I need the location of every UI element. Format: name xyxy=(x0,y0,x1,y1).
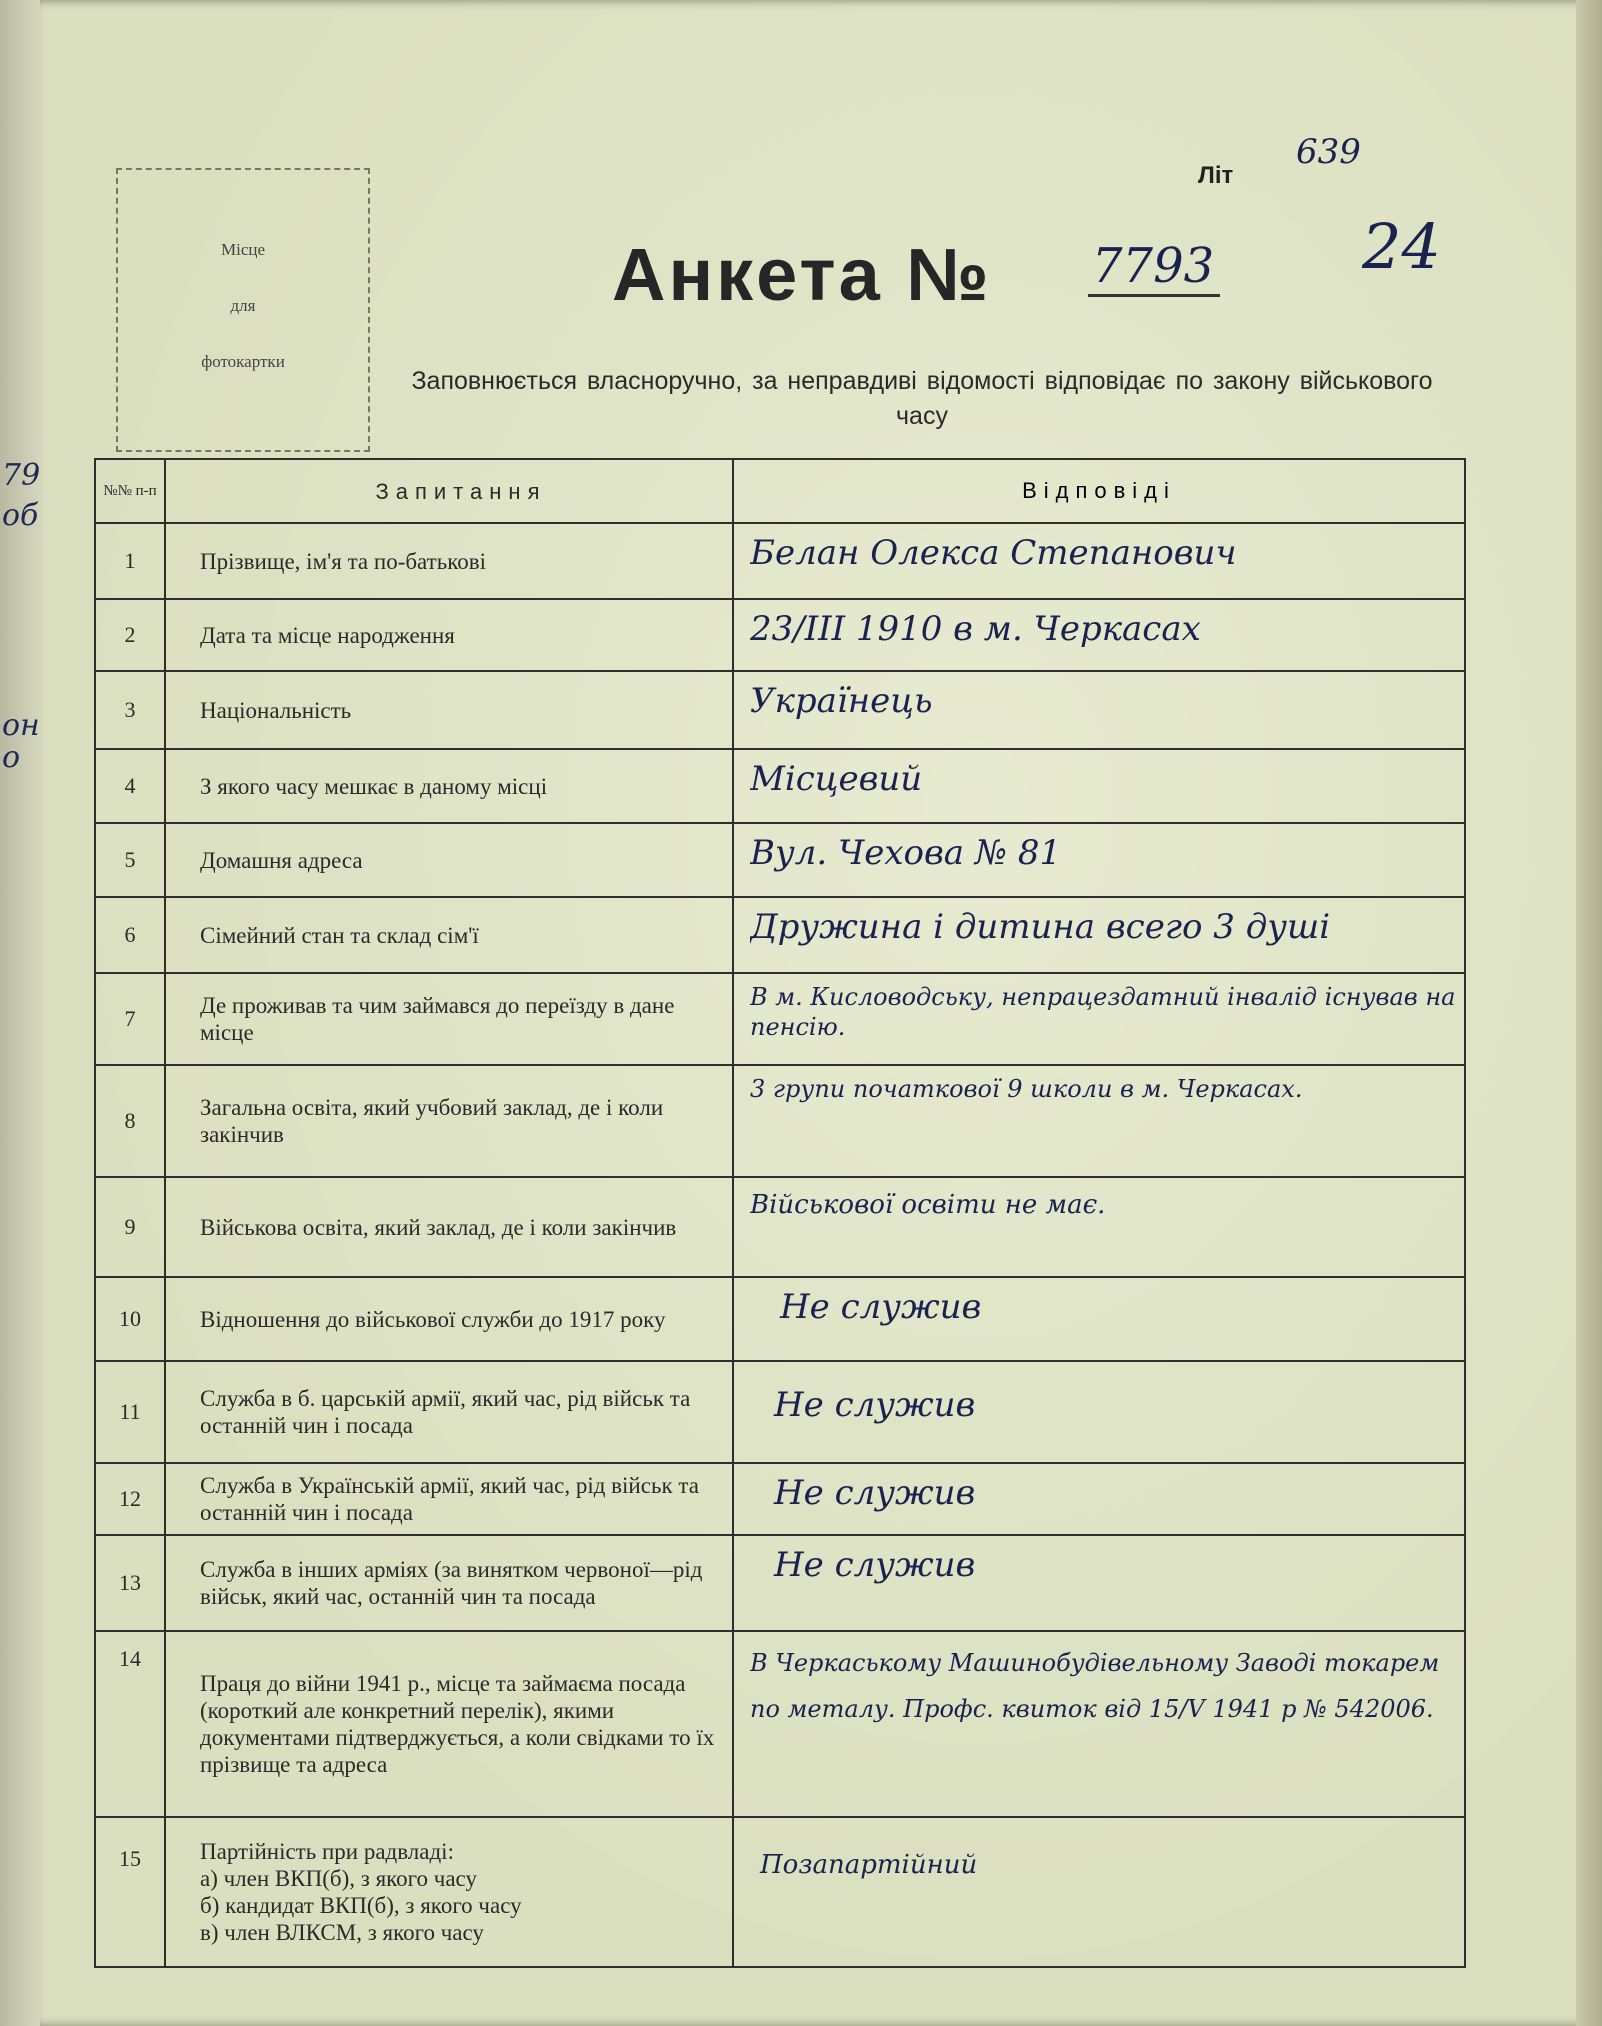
answer-text: Не служив xyxy=(774,1545,976,1585)
margin-mark: об xyxy=(2,498,39,533)
margin-mark: 79 xyxy=(2,458,41,493)
row-number: 2 xyxy=(95,599,165,671)
questionnaire-table xyxy=(94,458,1466,1968)
row-question: Відношення до військової служби до 1917 року xyxy=(165,1277,733,1361)
answer-text: Белан Олекса Степанович xyxy=(750,533,1237,573)
margin-mark: он xyxy=(2,708,40,743)
row-answer xyxy=(733,1065,1465,1177)
table-row xyxy=(95,1631,1465,1817)
row-answer xyxy=(733,1817,1465,1967)
form-instruction: Заповнюється власноручно, за неправдиві відомості відповідає по закону військового часу xyxy=(411,367,1433,430)
page-edge xyxy=(1576,0,1602,2026)
row-question: Загальна освіта, який учбовий заклад, де і коли закінчив xyxy=(165,1065,733,1177)
row-question: Військова освіта, який заклад, де і коли закінчив xyxy=(165,1177,733,1277)
row-number: 12 xyxy=(95,1463,165,1535)
header-number: №№ п-п xyxy=(95,459,165,523)
lit-label: Літ xyxy=(1198,162,1234,189)
lit-number: 639 xyxy=(1296,132,1361,172)
row-number: 3 xyxy=(95,671,165,749)
table-row xyxy=(95,973,1465,1065)
answer-text: Позапартійний xyxy=(760,1850,978,1880)
row-number: 4 xyxy=(95,749,165,823)
row-number: 7 xyxy=(95,973,165,1065)
table-row xyxy=(95,1065,1465,1177)
row-number: 1 xyxy=(95,523,165,599)
row-answer xyxy=(733,1631,1465,1817)
photo-label: фотокартки xyxy=(201,352,285,371)
answer-text: Дружина і дитина всего 3 душі xyxy=(750,907,1331,947)
page-title: Анкета № xyxy=(612,233,992,316)
photo-placeholder xyxy=(116,168,370,452)
row-answer xyxy=(733,1463,1465,1535)
row-question: Служба в Українській армії, який час, рід військ та останній чин і посада xyxy=(165,1463,733,1535)
answer-text: 3 групи початкової 9 школи в м. Черкасах. xyxy=(750,1075,1303,1103)
answer-text: Вул. Чехова № 81 xyxy=(750,833,1062,873)
answer-text: В Черкаському Машинобудівельному Заводі токарем по металу. Профс. квиток від 15/V 1941 р № 542006. xyxy=(750,1649,1440,1723)
table-row xyxy=(95,1817,1465,1967)
table-row xyxy=(95,1177,1465,1277)
table-header-row xyxy=(95,459,1465,523)
row-question: Дата та місце народження xyxy=(165,599,733,671)
photo-label: Місце xyxy=(220,240,266,259)
margin-mark: о xyxy=(2,740,21,775)
answer-text: Не служив xyxy=(774,1385,976,1425)
row-question: Де проживав та чим займався до переїзду в дане місце xyxy=(165,973,733,1065)
row-number: 13 xyxy=(95,1535,165,1631)
table-row xyxy=(95,749,1465,823)
row-answer xyxy=(733,671,1465,749)
row-answer xyxy=(733,749,1465,823)
row-question: Праця до війни 1941 р., місце та займаєма посада (короткий але конкретний перелік), якими документами підтверджується, а коли свідками то їх прізвище та адреса xyxy=(165,1631,733,1817)
row-answer xyxy=(733,523,1465,599)
row-question: Національність xyxy=(165,671,733,749)
table-row xyxy=(95,671,1465,749)
table-row xyxy=(95,823,1465,897)
answer-text: Не служив xyxy=(780,1287,982,1327)
answer-text: Не служив xyxy=(774,1473,976,1513)
row-question: Партійність при радвладі: а) член ВКП(б), з якого часу б) кандидат ВКП(б), з якого часу в) член ВЛКСМ, з якого часу xyxy=(165,1817,733,1967)
corner-number: 24 xyxy=(1362,210,1441,283)
row-number: 14 xyxy=(95,1631,165,1817)
row-answer xyxy=(733,1361,1465,1463)
header-answer: Відповіді xyxy=(733,459,1465,523)
row-question: Служба в інших арміях (за винятком червоної—рід військ, який час, останній чин та посада xyxy=(165,1535,733,1631)
row-number: 11 xyxy=(95,1361,165,1463)
answer-text: 23/III 1910 в м. Черкасах xyxy=(750,609,1201,649)
row-answer xyxy=(733,823,1465,897)
form-number: 7793 xyxy=(1088,238,1220,297)
table-row xyxy=(95,1535,1465,1631)
row-question: З якого часу мешкає в даному місці xyxy=(165,749,733,823)
header-question: Запитання xyxy=(165,459,733,523)
row-number: 8 xyxy=(95,1065,165,1177)
row-answer xyxy=(733,1535,1465,1631)
answer-text: В м. Кисловодську, непрацездатний інвалід існував на пенсію. xyxy=(750,983,1456,1041)
row-answer xyxy=(733,599,1465,671)
table-row xyxy=(95,523,1465,599)
row-number: 5 xyxy=(95,823,165,897)
photo-label: для xyxy=(230,296,256,315)
row-number: 10 xyxy=(95,1277,165,1361)
row-question: Прізвище, ім'я та по-батькові xyxy=(165,523,733,599)
row-answer xyxy=(733,897,1465,973)
table-row xyxy=(95,1277,1465,1361)
row-answer xyxy=(733,973,1465,1065)
row-number: 6 xyxy=(95,897,165,973)
row-number: 9 xyxy=(95,1177,165,1277)
table-row xyxy=(95,599,1465,671)
row-question: Сімейний стан та склад сім'ї xyxy=(165,897,733,973)
row-question: Домашня адреса xyxy=(165,823,733,897)
answer-text: Місцевий xyxy=(750,759,923,799)
row-answer xyxy=(733,1177,1465,1277)
answer-text: Українець xyxy=(750,681,933,721)
row-number: 15 xyxy=(95,1817,165,1967)
table-row xyxy=(95,897,1465,973)
row-answer xyxy=(733,1277,1465,1361)
table-row xyxy=(95,1463,1465,1535)
answer-text: Військової освіти не має. xyxy=(750,1190,1106,1220)
table-row xyxy=(95,1361,1465,1463)
row-question: Служба в б. царській армії, який час, рід військ та останній чин і посада xyxy=(165,1361,733,1463)
